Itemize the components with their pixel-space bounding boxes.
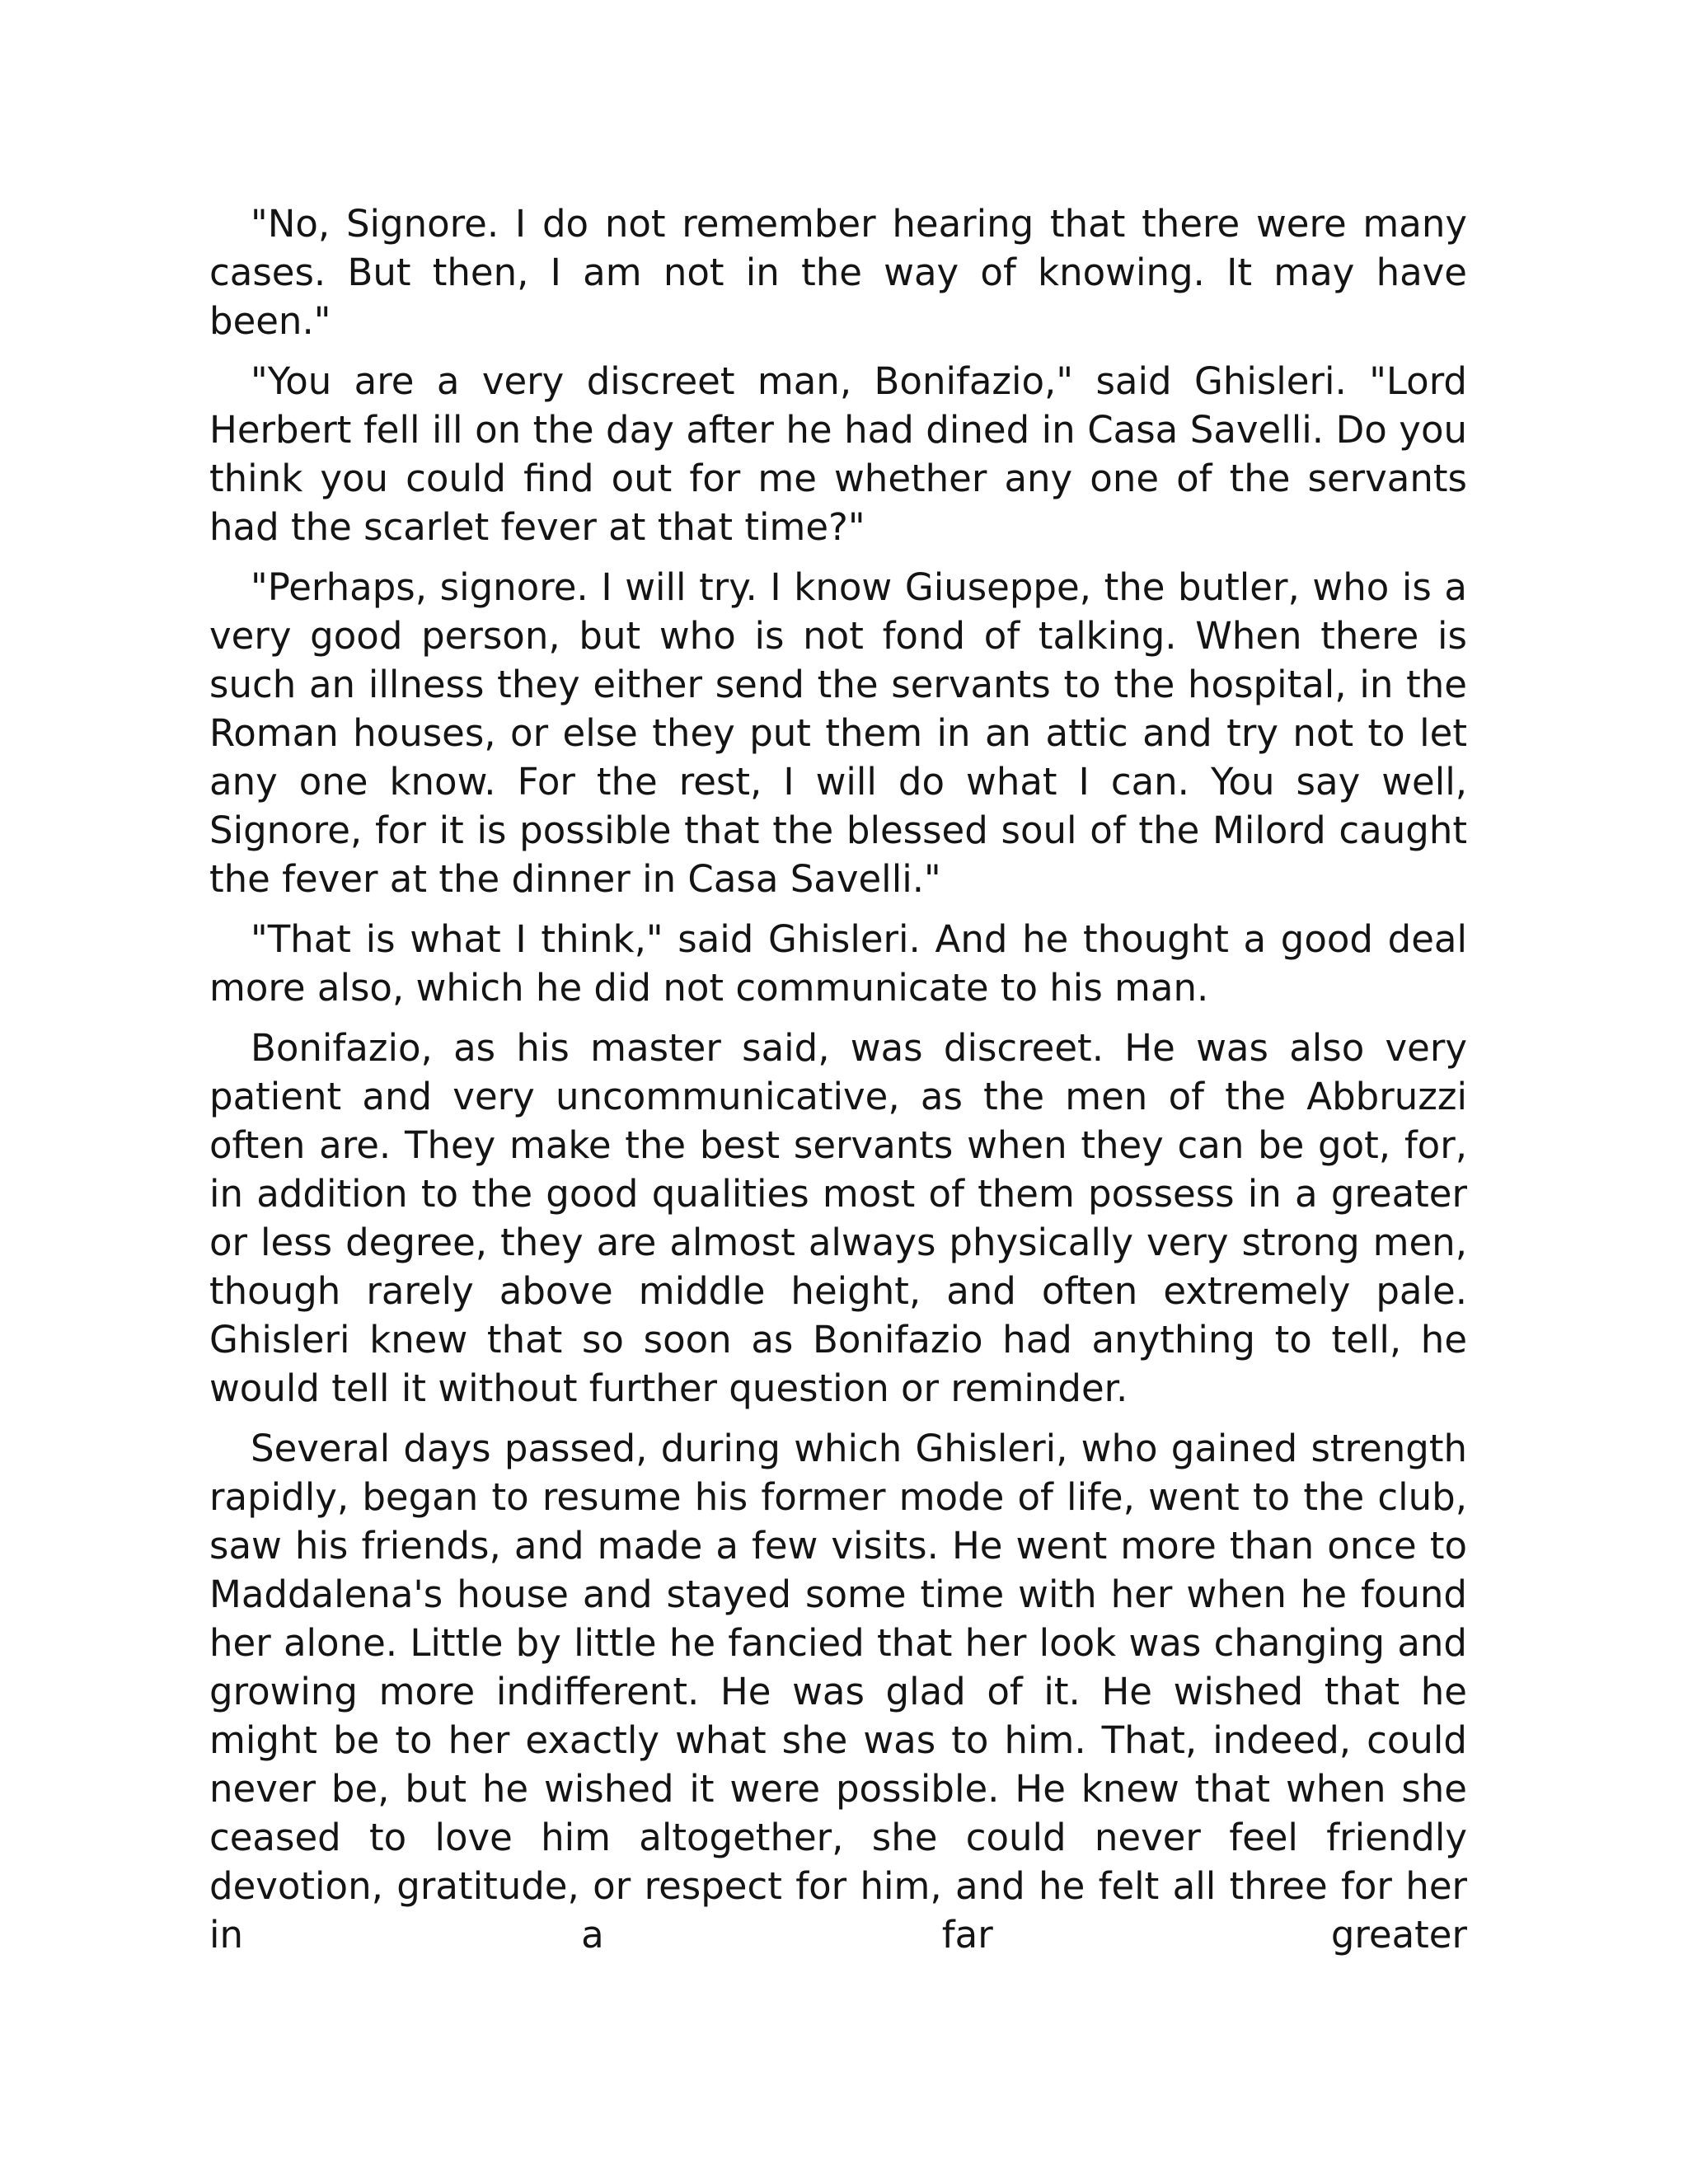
paragraph-5: Bonifazio, as his master said, was discreet. He was also very patient and very uncommunicative, as the men of the Abbruzzi often are. They make the best servants when they can be got, for, in addition to the good qualities most of them possess in a greater or less degree, they are almost always physically very strong men, though rarely above middle height, and often extremely pale. Ghisleri knew that so soon as Bonifazio had anything to tell, he would tell it without further question or reminder. <box>209 1026 1467 1410</box>
paragraph-3: "Perhaps, signore. I will try. I know Giuseppe, the butler, who is a very good person, but who is not fond of talking. When there is such an illness they either send the servants to the hospital, in the Roman houses, or else they put them in an attic and try not to let any one know. For the rest, I will do what I can. You say well, Signore, for it is possible that the blessed soul of the Milord caught the fever at the dinner in Casa Savelli." <box>209 565 1467 901</box>
book-page <box>209 199 1467 1971</box>
paragraph-4: "That is what I think," said Ghisleri. And he thought a good deal more also, which he did not communicate to his man. <box>209 917 1467 1010</box>
paragraph-1: "No, Signore. I do not remember hearing that there were many cases. But then, I am not in the way of knowing. It may have been." <box>209 202 1467 343</box>
paragraph-2: "You are a very discreet man, Bonifazio," said Ghisleri. "Lord Herbert fell ill on the day after he had dined in Casa Savelli. Do you think you could find out for me whether any one of the servants had the scarlet fever at that time?" <box>209 359 1467 549</box>
paragraph-6: Several days passed, during which Ghisleri, who gained strength rapidly, began to resume his former mode of life, went to the club, saw his friends, and made a few visits. He went more than once to Maddalena's house and stayed some time with her when he found her alone. Little by little he fancied that her look was changing and growing more indifferent. He was glad of it. He wished that he might be to her exactly what she was to him. That, indeed, could never be, but he wished it were possible. He knew that when she ceased to love him altogether, she could never feel friendly devotion, gratitude, or respect for him, and he felt all three for her in a far greater <box>209 1427 1467 1957</box>
